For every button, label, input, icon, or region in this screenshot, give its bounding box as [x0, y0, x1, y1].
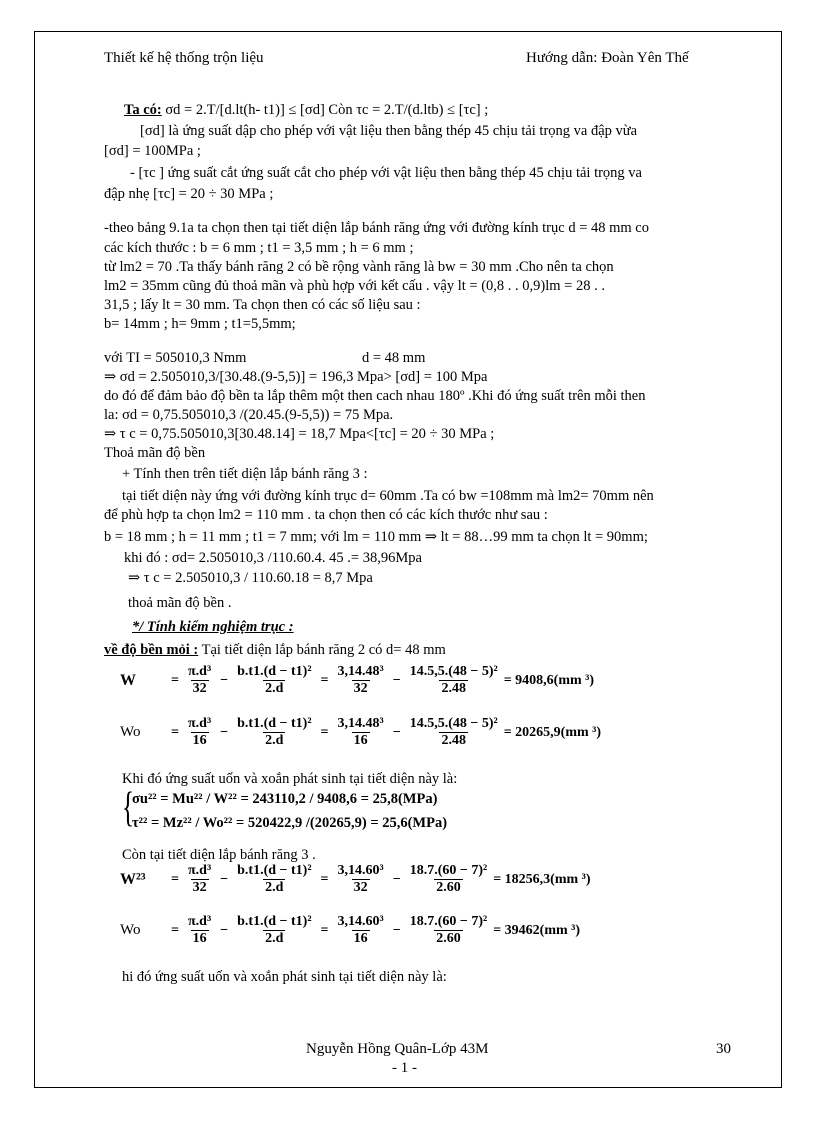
eq1-frac3: $\frac{\text{3,14.48³}}{32}$ [337, 664, 384, 696]
line-11: b= 14mm ; h= 9mm ; t1=5,5mm; [104, 316, 296, 332]
footer-page-label: - 1 - [392, 1060, 417, 1076]
line-22: khi đó : σd= 2.505010,3 /110.60.4. 45 .= 38,96Mpa [124, 550, 422, 566]
eq4-frac1: $\frac{\text{π.d³}}{16}$ [187, 914, 212, 946]
eq2-frac2: $\frac{\text{b.t1.(d − t1)²}}{2.d}$ [237, 716, 312, 748]
line-27: Khi đó ứng suất uốn và xoắn phát sinh tại tiết diện này là: [122, 771, 458, 787]
eq2-lhs: Wo [120, 724, 141, 740]
eq1-frac2: $\frac{\text{b.t1.(d − t1)²}}{2.d}$ [237, 664, 312, 696]
eq3-result: = 18256,3(mm ³) [493, 871, 591, 887]
line-10: 31,5 ; lấy lt = 30 mm. Ta chọn then có các số liệu sau : [104, 297, 421, 313]
equation-w23: W²³ = $\frac{\text{π.d³}}{32}$ − $\frac{\text{b.t1.(d − t1)²}}{2.d}$ = $\frac{\text{3,14.60³}}{32}$ − $\frac{\text{18.7.(60 − 7)²}}{2.60}$ = 18256,3(mm ³) [120, 863, 591, 895]
line-21: b = 18 mm ; h = 11 mm ; t1 = 7 mm; với lm = 110 mm ⇒ lt = 88…99 mm ta chọn lt = 90mm; [104, 529, 648, 545]
ta-co-label: Ta có: [124, 102, 162, 118]
line-26 [104, 641, 446, 659]
footer-page-number: 30 [716, 1041, 731, 1057]
line-9: lm2 = 35mm cũng đủ thoả mãn và phù hợp với kết cấu . vậy lt = (0,8 . . 0,9)lm = 28 . . [104, 278, 605, 294]
stress-torsion: τ²² = Mz²² / Wo²² = 520422,9 /(20265,9) = 25,6(MPa) [132, 815, 448, 831]
eq4-lhs: Wo [120, 922, 141, 938]
line-18: + Tính then trên tiết diện lắp bánh răng 3 : [122, 466, 368, 482]
eq1-frac1: $\frac{\text{π.d³}}{32}$ [187, 664, 212, 696]
section-heading: */ Tính kiểm nghiệm trục : [132, 619, 294, 635]
eq2-frac1: $\frac{\text{π.d³}}{16}$ [187, 716, 212, 748]
line-8: từ lm2 = 70 .Ta thấy bánh răng 2 có bề rộng vành răng là bw = 30 mm .Cho nên ta chọn [104, 259, 614, 275]
line-12b: d = 48 mm [362, 350, 426, 366]
line-20: để phù hợp ta chọn lm2 = 110 mm . ta chọn then có các kích thước như sau : [104, 507, 548, 523]
eq3-frac1: $\frac{\text{π.d³}}{32}$ [187, 863, 212, 895]
eq3-frac4: $\frac{\text{18.7.(60 − 7)²}}{2.60}$ [409, 863, 488, 895]
eq3-lhs: W²³ [120, 870, 146, 888]
fatigue-label: về độ bền mỏi : [104, 642, 199, 658]
stress-bending: σu²² = Mu²² / W²² = 243110,2 / 9408,6 = 25,8(MPa) [132, 791, 438, 807]
line-24: thoả mãn độ bền . [128, 595, 232, 611]
eq4-frac3: $\frac{\text{3,14.60³}}{16}$ [337, 914, 384, 946]
header-title: Thiết kế hệ thống trộn liệu [104, 50, 264, 66]
line-17: Thoả mãn độ bền [104, 445, 206, 461]
stress-system [118, 785, 538, 837]
fatigue-text: Tại tiết diện lắp bánh răng 2 có d= 48 mm [198, 642, 446, 658]
eq4-frac2: $\frac{\text{b.t1.(d − t1)²}}{2.d}$ [237, 914, 312, 946]
line-23: ⇒ τ c = 2.505010,3 / 110.60.18 = 8,7 Mpa [128, 570, 373, 586]
line-14: do đó để đảm bảo độ bền ta lắp thêm một then cach nhau 180º .Khi đó ứng suất trên mỗi then [104, 388, 646, 404]
line-ta-co [124, 101, 488, 119]
equation-wo-3: Wo = $\frac{\text{π.d³}}{16}$ − $\frac{\text{b.t1.(d − t1)²}}{2.d}$ = $\frac{\text{3,14.60³}}{16}$ − $\frac{\text{18.7.(60 − 7)²}}{2.60}$ = 39462(mm ³) [120, 914, 581, 946]
equation-wo: Wo = $\frac{\text{π.d³}}{16}$ − $\frac{\text{b.t1.(d − t1)²}}{2.d}$ = $\frac{\text{3,14.48³}}{16}$ − $\frac{\text{14.5,5.(48 − 5)²}}{2.48}$ = 20265,9(mm ³) [120, 716, 602, 748]
line-6: -theo bảng 9.1a ta chọn then tại tiết diện lắp bánh răng ứng với đường kính trục d = 48 mm co [104, 220, 649, 236]
line-29: hi đó ứng suất uốn và xoắn phát sinh tại tiết diện này là: [122, 969, 447, 985]
eq1-lhs: W [120, 671, 136, 689]
footer-author: Nguyễn Hồng Quân-Lớp 43M [306, 1041, 489, 1057]
header-instructor: Hướng dẫn: Đoàn Yên Thế [526, 50, 689, 66]
eq3-frac2: $\frac{\text{b.t1.(d − t1)²}}{2.d}$ [237, 863, 312, 895]
ta-co-formula: σd = 2.T/[d.lt(h- t1)] ≤ [σd] Còn τc = 2.T/(d.ltb) ≤ [τc] ; [165, 102, 489, 118]
eq2-frac3: $\frac{\text{3,14.48³}}{16}$ [337, 716, 384, 748]
line-12a: với TI = 505010,3 Nmm [104, 350, 247, 366]
line-3: [σd] = 100MPa ; [104, 143, 201, 159]
eq4-frac4: $\frac{\text{18.7.(60 − 7)²}}{2.60}$ [409, 914, 488, 946]
line-2: [σd] là ứng suất dập cho phép với vật liệu then bằng thép 45 chịu tải trọng va đập vừa [140, 123, 638, 139]
eq2-result: = 20265,9(mm ³) [503, 724, 602, 740]
line-7: các kích thước : b = 6 mm ; t1 = 3,5 mm ; h = 6 mm ; [104, 240, 414, 256]
eq3-frac3: $\frac{\text{3,14.60³}}{32}$ [337, 863, 384, 895]
eq1-result: = 9408,6(mm ³) [503, 672, 595, 688]
line-5: đập nhẹ [τc] = 20 ÷ 30 MPa ; [104, 186, 274, 202]
eq4-result: = 39462(mm ³) [493, 922, 581, 938]
left-brace-icon: { [122, 785, 135, 831]
eq1-frac4: $\frac{\text{14.5,5.(48 − 5)²}}{2.48}$ [409, 664, 498, 696]
line-15: la: σd = 0,75.505010,3 /(20.45.(9-5,5)) = 75 Mpa. [104, 407, 394, 423]
line-13: ⇒ σd = 2.505010,3/[30.48.(9-5,5)] = 196,3 Mpa> [σd] = 100 Mpa [104, 369, 488, 385]
line-28: Còn tại tiết diện lắp bánh răng 3 . [122, 847, 316, 863]
line-19: tại tiết diện này ứng với đường kính trục d= 60mm .Ta có bw =108mm mà lm2= 70mm nên [122, 488, 654, 504]
eq2-frac4: $\frac{\text{14.5,5.(48 − 5)²}}{2.48}$ [409, 716, 498, 748]
line-4: - [τc ] ứng suất cắt ứng suất cắt cho phép với vật liệu then bằng thép 45 chịu tải trọng va [130, 165, 642, 181]
equation-w: W = $\frac{\text{π.d³}}{32}$ − $\frac{\text{b.t1.(d − t1)²}}{2.d}$ = $\frac{\text{3,14.48³}}{32}$ − $\frac{\text{14.5,5.(48 − 5)²}}{2.48}$ = 9408,6(mm ³) [120, 664, 595, 696]
line-16: ⇒ τ c = 0,75.505010,3[30.48.14] = 18,7 Mpa<[τc] = 20 ÷ 30 MPa ; [104, 426, 495, 442]
